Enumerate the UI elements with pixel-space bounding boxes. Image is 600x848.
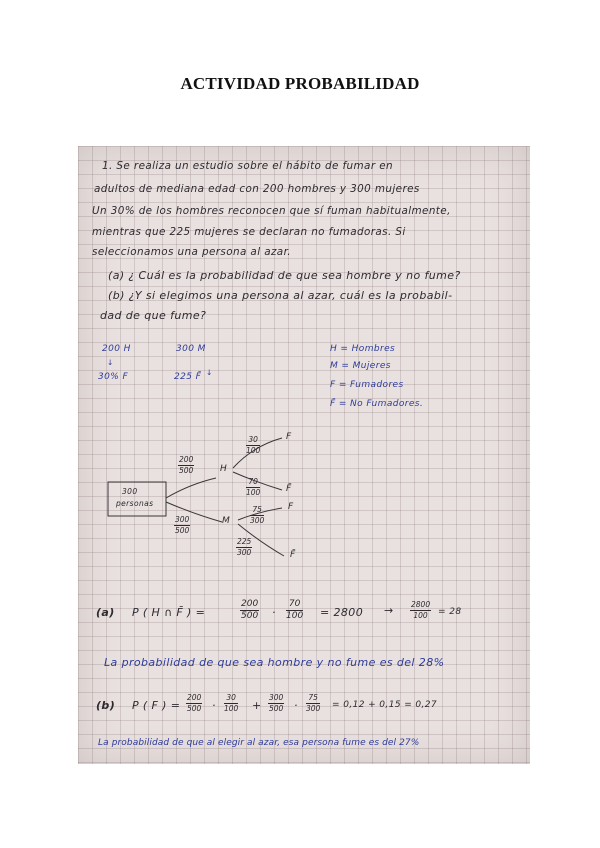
question-b: (b) ¿Y si elegimos una persona al azar, cuál es la probabil- bbox=[108, 289, 453, 302]
statement-line: mientras que 225 mujeres se declaran no fumadoras. Si bbox=[92, 226, 406, 238]
fraction-branch-h: $\frac{200}{500}$ bbox=[179, 455, 194, 475]
result: = 0,12 + 0,15 = 0,27 bbox=[332, 700, 438, 710]
fraction: $\frac{2800}{100}$ bbox=[411, 600, 431, 620]
leaf-nf: F̄ bbox=[290, 550, 296, 560]
fraction-m-nf: $\frac{225}{300}$ bbox=[237, 537, 252, 557]
answer-a: La probabilidad de que sea hombre y no fume es del 28% bbox=[104, 656, 445, 669]
leaf-f: F bbox=[286, 432, 292, 442]
fraction: $\frac{200}{500}$ bbox=[187, 693, 202, 713]
fraction: $\frac{300}{500}$ bbox=[269, 693, 284, 713]
operator: · bbox=[212, 699, 216, 712]
probability-tree bbox=[78, 146, 530, 764]
statement-line: Un 30% de los hombres reconocen que sí fuman habitualmente, bbox=[92, 205, 451, 217]
root-label: personas bbox=[116, 499, 154, 508]
solution-b-label: (b) bbox=[96, 699, 116, 712]
leaf-f: F bbox=[288, 502, 294, 512]
note-men-smokers: 30% F bbox=[98, 372, 129, 382]
node-h: H bbox=[220, 464, 228, 474]
fraction-h-nf: $\frac{70}{100}$ bbox=[246, 477, 261, 497]
statement-line: adultos de mediana edad con 200 hombres y 300 mujeres bbox=[94, 183, 420, 195]
solution-a-label: (a) bbox=[96, 606, 115, 619]
note-women-count: 300 M bbox=[176, 344, 206, 354]
branch-line bbox=[166, 478, 216, 498]
statement-line: 1. Se realiza un estudio sobre el hábito de fumar en bbox=[102, 160, 393, 172]
root-label: 300 bbox=[122, 487, 138, 496]
operator: · bbox=[272, 606, 276, 619]
legend-item: H = Hombres bbox=[330, 344, 396, 354]
arrow-down-icon: ↓ bbox=[206, 368, 213, 377]
fraction-h-f: $\frac{30}{100}$ bbox=[246, 435, 261, 455]
answer-b: La probabilidad de que al elegir al azar, esa persona fume es del 27% bbox=[98, 738, 420, 748]
arrow-right-icon: → bbox=[384, 604, 394, 617]
arrow-down-icon: ↓ bbox=[107, 358, 114, 367]
question-b-cont: dad de que fume? bbox=[100, 309, 207, 322]
solution-a-expr: P ( H ∩ F̄ ) = bbox=[132, 606, 206, 619]
fraction-branch-m: $\frac{300}{500}$ bbox=[175, 515, 190, 535]
leaf-nf: F̄ bbox=[286, 484, 292, 494]
operator: + bbox=[252, 699, 262, 712]
question-a: (a) ¿ Cuál es la probabilidad de que sea hombre y no fume? bbox=[108, 269, 461, 282]
notebook-photo bbox=[78, 146, 530, 764]
fraction: $\frac{75}{300}$ bbox=[306, 693, 321, 713]
fraction: $\frac{70}{100}$ bbox=[286, 599, 304, 621]
operator: · bbox=[294, 699, 298, 712]
legend-item: F = Fumadores bbox=[330, 380, 404, 390]
page-title: ACTIVIDAD PROBABILIDAD bbox=[180, 74, 420, 93]
node-m: M bbox=[222, 516, 231, 526]
note-women-nonsmokers: 225 F̄ bbox=[174, 372, 202, 382]
fraction-m-f: $\frac{75}{300}$ bbox=[250, 505, 265, 525]
result: = 28 bbox=[438, 607, 462, 617]
fraction: $\frac{30}{100}$ bbox=[224, 693, 239, 713]
fraction: $\frac{200}{500}$ bbox=[241, 599, 259, 621]
statement-line: seleccionamos una persona al azar. bbox=[92, 246, 291, 258]
solution-b-expr: P ( F ) = bbox=[132, 699, 181, 712]
legend-item: M = Mujeres bbox=[330, 361, 391, 371]
note-men-count: 200 H bbox=[102, 344, 131, 354]
result: = 2800 bbox=[320, 606, 364, 619]
legend-item: F̄ = No Fumadores. bbox=[330, 399, 424, 409]
